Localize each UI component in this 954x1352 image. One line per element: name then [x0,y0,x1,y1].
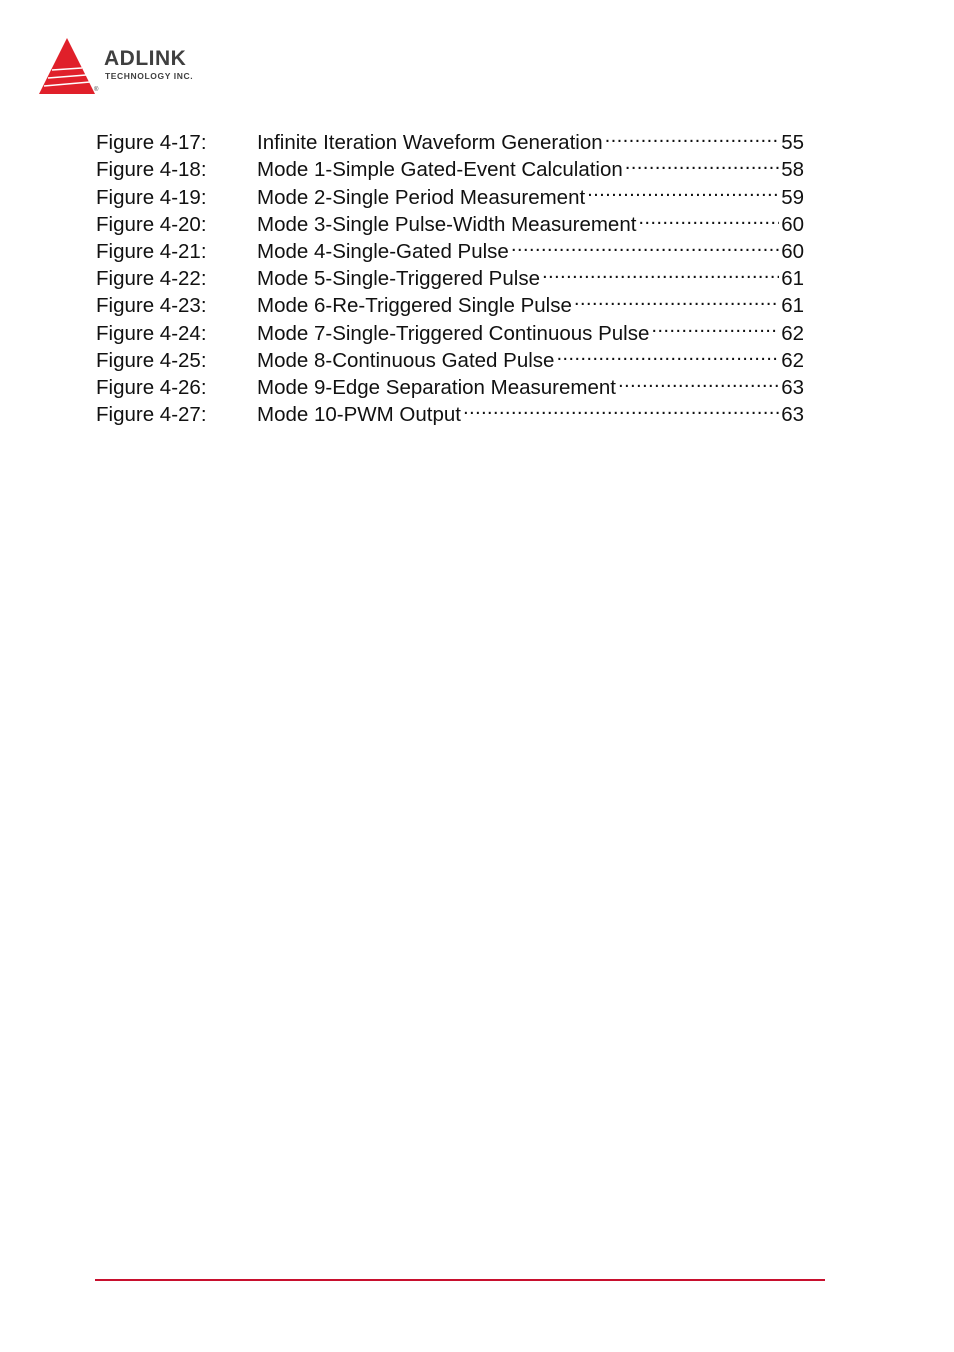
toc-title: Mode 2-Single Period Measurement [257,185,586,209]
toc-page-number: 60 [781,212,804,236]
toc-title: Mode 7-Single-Triggered Continuous Pulse [257,321,650,345]
adlink-logo [38,36,238,100]
toc-figure-number: Figure 4-19: [96,185,207,209]
toc-figure-number: Figure 4-23: [96,294,207,318]
toc-page-number: 63 [781,403,804,427]
toc-title: Mode 4-Single-Gated Pulse [257,239,509,263]
toc-page-number: 62 [781,348,804,372]
toc-page-number: 63 [781,375,804,399]
toc-figure-number: Figure 4-24: [96,321,207,345]
toc-page-number: 58 [781,158,804,182]
toc-page-number: 60 [781,239,804,263]
toc-title: Mode 1-Simple Gated-Event Calculation [257,158,623,182]
list-of-figures [96,122,804,427]
toc-leader-dots [587,176,779,203]
toc-leader-dots [638,204,779,231]
toc-figure-number: Figure 4-22: [96,267,207,291]
toc-title: Mode 9-Edge Separation Measurement [257,375,616,399]
toc-page-number: 61 [781,294,804,318]
toc-leader-dots [511,231,779,258]
toc-figure-number: Figure 4-27: [96,403,207,427]
toc-figure-number: Figure 4-18: [96,158,207,182]
toc-leader-dots [625,149,779,176]
toc-page-number: 61 [781,267,804,291]
toc-leader-dots [618,367,779,394]
toc-leader-dots [574,285,779,312]
toc-figure-number: Figure 4-26: [96,375,207,399]
toc-page-number: 59 [781,185,804,209]
toc-figure-number: Figure 4-21: [96,239,207,263]
toc-title: Mode 6-Re-Triggered Single Pulse [257,294,572,318]
logo-registered-mark: ® [94,87,99,93]
toc-figure-number: Figure 4-20: [96,212,207,236]
toc-figure-number: Figure 4-25: [96,348,207,372]
toc-leader-dots [542,258,779,285]
toc-title: Mode 5-Single-Triggered Pulse [257,267,540,291]
footer-divider [95,1279,825,1281]
toc-title: Mode 10-PWM Output [257,403,461,427]
toc-page-number: 55 [781,131,804,155]
toc-leader-dots [556,340,779,367]
toc-title: Infinite Iteration Waveform Generation [257,131,603,155]
toc-title: Mode 3-Single Pulse-Width Measurement [257,212,637,236]
toc-leader-dots [651,312,779,339]
toc-leader-dots [605,122,780,149]
toc-page-number: 62 [781,321,804,345]
logo-tagline: TECHNOLOGY INC. [105,71,194,81]
toc-leader-dots [463,394,779,421]
toc-title: Mode 8-Continuous Gated Pulse [257,348,555,372]
toc-figure-number: Figure 4-17: [96,131,207,155]
logo-brand: ADLINK [104,47,187,70]
toc-entry[interactable] [96,122,804,155]
adlink-triangle-icon [38,36,100,98]
